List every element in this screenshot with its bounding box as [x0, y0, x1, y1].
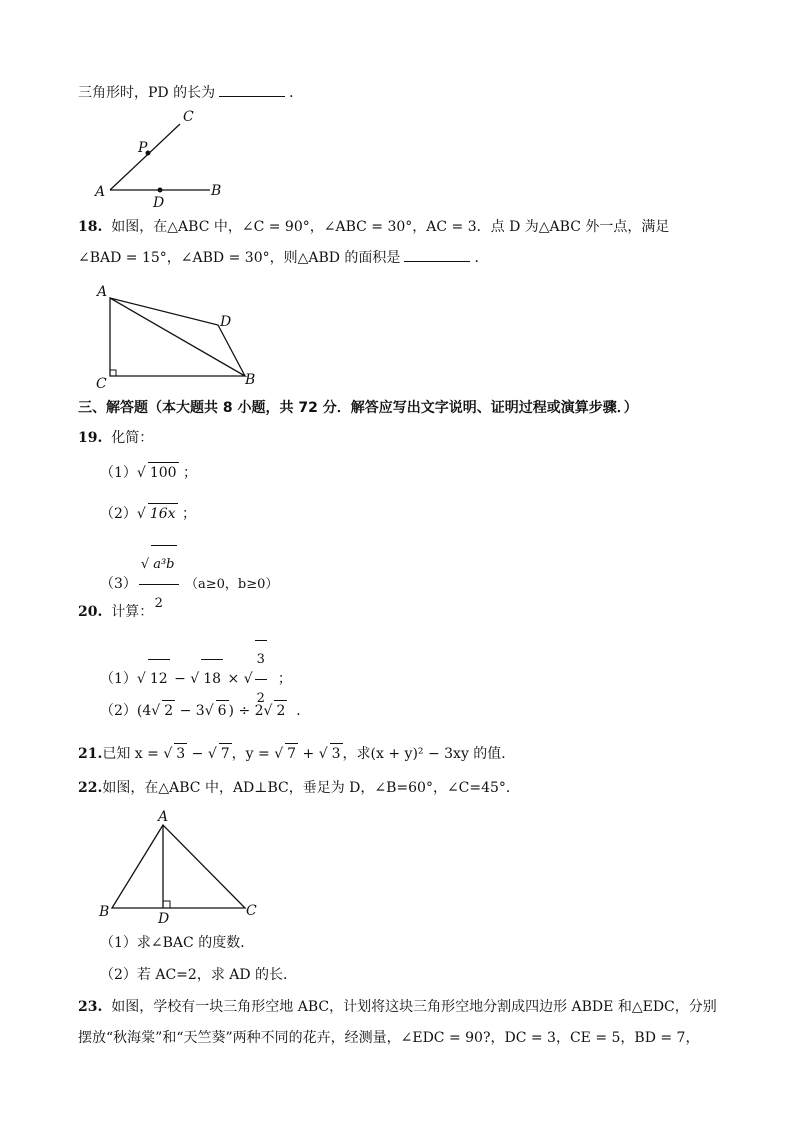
- q19-part1: （1）√ 100 ；: [100, 462, 197, 483]
- q20-part2: （2）(4√ 2 − 3√ 6 ) ÷ 2√ 2 ．: [100, 700, 310, 721]
- label-a: A: [95, 184, 106, 200]
- label-b: B: [245, 372, 256, 388]
- label-p: P: [138, 140, 148, 156]
- q20-stem: 20. 计算：: [78, 604, 154, 620]
- triangle-abc: [112, 825, 245, 908]
- q22-stem: 22.如图，在△ABC 中，AD⊥BC，垂足为 D，∠B=60°，∠C=45°．: [78, 780, 520, 796]
- q19-stem: 19. 化简：: [78, 430, 154, 446]
- label-d: D: [153, 195, 165, 211]
- fraction: $\frac{\text{√ a³b}}{2}$: [139, 545, 179, 623]
- q23-line1: 23. 如图，学校有一块三角形空地 ABC，计划将这块三角形空地分割成四边形 ABDE 和△EDC，分别: [78, 999, 717, 1015]
- label-d: D: [220, 314, 232, 330]
- q18-line1: 18. 如图，在△ABC 中，∠C = 90°，∠ABC = 30°，AC = 3．点 D 为△ABC 外一点，满足: [78, 219, 670, 235]
- q19-part3: （3） $\frac{\text{√ a³b}}{2}$ （a≥0，b≥0）: [100, 545, 278, 623]
- label-c: C: [246, 903, 257, 919]
- q18-line2: ∠BAD = 15°，∠ABD = 30°，则△ABD 的面积是 ．: [78, 247, 488, 268]
- label-c: C: [183, 109, 194, 125]
- label-b: B: [211, 183, 222, 199]
- q20-part1: （1）√ 12 − √ 18 × √ $\frac{3}{2}$ ；: [100, 640, 292, 718]
- label-a: A: [97, 284, 108, 300]
- q17-text: 三角形时，PD 的长为 ．: [78, 82, 303, 103]
- label-d: D: [158, 911, 170, 927]
- q22-part1: （1）求∠BAC 的度数．: [100, 935, 255, 951]
- label-a: A: [158, 809, 169, 825]
- label-b: B: [99, 904, 110, 920]
- section-heading: 三、解答题（本大题共 8 小题，共 72 分．解答应写出文字说明、证明过程或演算步骤．）: [78, 400, 638, 416]
- q19-part2: （2）√ 16x ；: [100, 503, 196, 524]
- label-c: C: [96, 376, 107, 392]
- q23-line2: 摆放“秋海棠”和“天竺葵”两种不同的花卉，经测量，∠EDC = 90?，DC = 3，CE = 5，BD = 7，: [78, 1030, 700, 1046]
- q22-part2: （2）若 AC=2，求 AD 的长．: [100, 967, 298, 983]
- fraction: $\frac{3}{2}$: [255, 640, 267, 718]
- q21-text: 21.已知 x = √ 3 − √ 7 ，y = √ 7 + √ 3 ，求(x + y)² − 3xy 的值．: [78, 743, 515, 764]
- right-angle-mark: [163, 901, 170, 908]
